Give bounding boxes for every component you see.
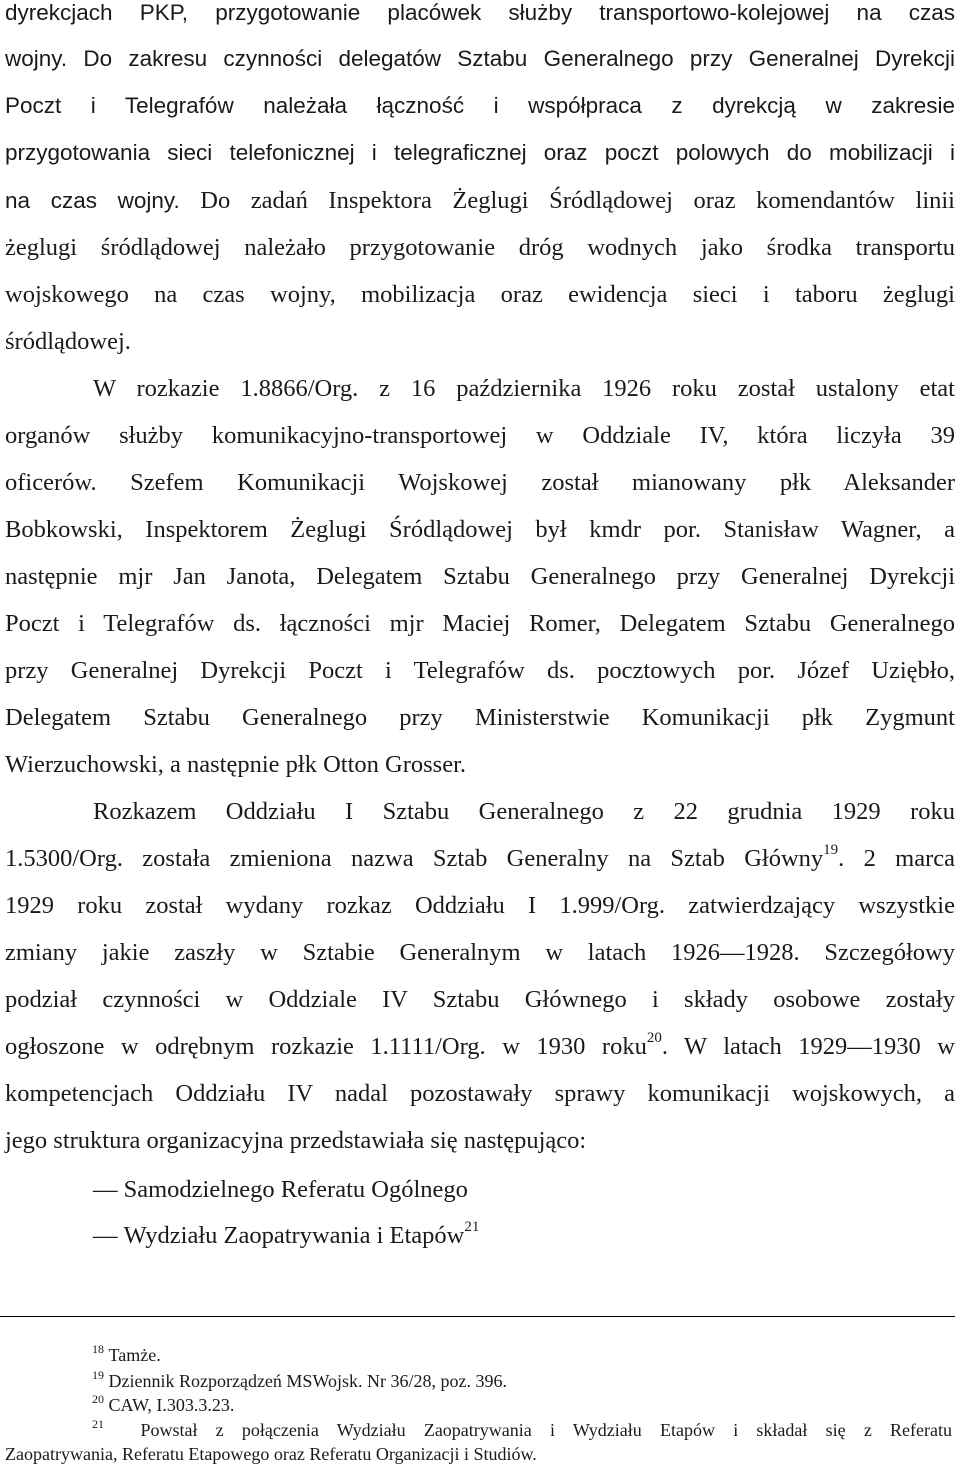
text-line [5,189,955,214]
text-line: Delegatem Sztabu Generalnego przy Ministerstwie Komunikacji płk Zygmunt [5,704,955,731]
list-item [93,1178,793,1203]
text-span: zmiany jakie zaszły w Sztabie Generalnym w latach 1926 [5,939,720,966]
text-span: 1930 w [871,1033,955,1060]
text-line: dyrekcjach PKP, przygotowanie placówek służby transportowo-kolejowej na czas [5,0,955,25]
text-line: kompetencjach Oddziału IV nadal pozostawały sprawy komunikacji wojskowych, a [5,1080,955,1107]
text-span: ogłoszone w odrębnym rozkazie 1.1111/Org. w 1930 roku [5,1033,647,1060]
text-line: jego struktura organizacyjna przedstawiała się następująco: [5,1127,587,1154]
footnote-ref[interactable]: 20 [646,1030,662,1046]
footnote-continuation: Zaopatrywania, Referatu Etapowego oraz Referatu Organizacji i Studiów. [5,1444,537,1464]
list-dash: — [93,1176,118,1203]
footnote [92,1417,952,1440]
text-span: Do zadań Inspektora Żeglugi Śródlądowej oraz komendantów linii [179,187,955,214]
text-line: 1929 roku został wydany rozkaz Oddziału I 1.999/Org. zatwierdzający wszystkie [5,892,955,919]
text-line: śródlądowej. [5,328,131,355]
footnote-text: CAW, I.303.3.23. [108,1395,235,1415]
text-span: 1.5300/Org. została zmieniona nazwa Sztab Generalny na Sztab Główny [5,845,824,872]
text-line: Bobkowski, Inspektorem Żeglugi Śródlądowej był kmdr por. Stanisław Wagner, a [5,516,955,543]
paragraph-first-line: W rozkazie 1.8866/Org. z 16 października 1926 roku został ustalony etat [93,375,955,402]
text-line: żeglugi śródlądowej należało przygotowanie dróg wodnych jako środka transportu [5,234,955,261]
footnote-ref[interactable]: 19 [823,842,839,858]
text-line: przy Generalnej Dyrekcji Poczt i Telegrafów ds. pocztowych por. Józef Uziębło, [5,657,955,684]
text-span: . W latach 1929 [661,1033,848,1060]
text-line [5,842,955,872]
footnote-text: Dziennik Rozporządzeń MSWojsk. Nr 36/28, poz. 396. [108,1371,507,1391]
em-dash: — [847,1033,872,1060]
footnote-number: 18 [92,1342,104,1356]
em-dash: — [720,939,745,966]
text-line [5,1030,955,1060]
text-line: wojny. Do zakresu czynności delegatów Sztabu Generalnego przy Generalnej Dyrekcji [5,46,955,71]
footnote-number: 21 [92,1417,104,1431]
text-line: Wierzuchowski, a następnie płk Otton Grosser. [5,751,467,778]
text-line: Poczt i Telegrafów należała łączność i współpraca z dyrekcją w zakresie [5,93,955,118]
footnote-ref[interactable]: 21 [464,1219,480,1235]
footnote-number: 20 [92,1392,104,1406]
footnote-text: Powstał z połączenia Wydziału Zaopatrywania i Wydziału Etapów i składał się z Referatu [140,1420,952,1440]
text-line: wojskowego na czas wojny, mobilizacja oraz ewidencja sieci i taboru żeglugi [5,281,955,308]
text-line: Poczt i Telegrafów ds. łączności mjr Maciej Romer, Delegatem Sztabu Generalnego [5,610,955,637]
text-span: na czas wojny. [5,188,180,213]
footnote [92,1342,161,1365]
text-line: organów służby komunikacyjno-transportowej w Oddziale IV, która liczyła 39 [5,422,955,449]
text-line: podział czynności w Oddziale IV Sztabu Głównego i składy osobowe zostały [5,986,955,1013]
text-line [5,941,955,966]
footnote [92,1392,235,1415]
footnote [92,1368,507,1391]
footnote-text: Tamże. [108,1345,161,1365]
list-item-text: Wydziału Zaopatrywania i Etapów [123,1222,465,1249]
list-item [93,1219,793,1249]
footnote-number: 19 [92,1368,104,1382]
paragraph-first-line: Rozkazem Oddziału I Sztabu Generalnego z 22 grudnia 1929 roku [93,798,955,825]
list-item-text: Samodzielnego Referatu Ogólnego [123,1176,468,1203]
text-line: następnie mjr Jan Janota, Delegatem Sztabu Generalnego przy Generalnej Dyrekcji [5,563,955,590]
text-span: . 2 marca [838,845,955,872]
text-line: oficerów. Szefem Komunikacji Wojskowej został mianowany płk Aleksander [5,469,955,496]
footnote-separator [0,1316,955,1317]
list-dash: — [93,1222,118,1249]
text-span: 1928. Szczegółowy [744,939,955,966]
text-line: przygotowania sieci telefonicznej i telegraficznej oraz poczt polowych do mobilizacji i [5,140,955,165]
